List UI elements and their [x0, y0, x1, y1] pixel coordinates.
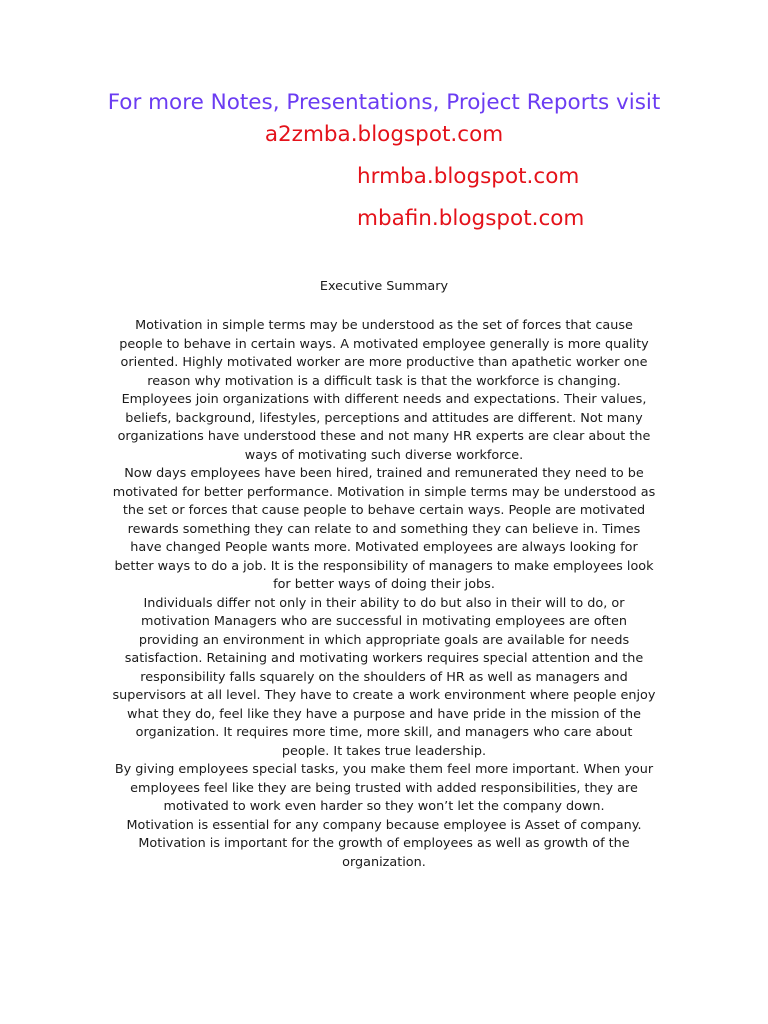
text-line: responsibility falls squarely on the shoulders of HR as well as managers and	[140, 669, 628, 685]
text-line: oriented. Highly motivated worker are more productive than apathetic worker one	[120, 355, 648, 370]
text-line: motivation Managers who are successful in motivating employees are often	[141, 614, 627, 629]
text-line: the set or forces that cause people to behave certain ways. People are motivated	[122, 503, 646, 518]
text-line: By giving employees special tasks, you make them feel more important. When your	[114, 762, 654, 777]
text-line: Now days employees have been hired, trained and remunerated they need to be	[124, 466, 644, 481]
text-line: for better ways of doing their jobs.	[273, 577, 495, 592]
link-a2zmba[interactable]: a2zmba.blogspot.com	[264, 122, 504, 147]
text-line: reason why motivation is a difficult task is that the workforce is changing.	[147, 373, 621, 389]
text-line: ways of motivating such diverse workforce.	[244, 447, 524, 463]
document-body	[70, 317, 698, 872]
text-line: Individuals differ not only in their ability to do but also in their will to do, or	[143, 595, 625, 611]
text-line: Employees join organizations with different needs and expectations. Their values,	[121, 392, 647, 407]
text-line: motivated for better performance. Motivation in simple terms may be understood as	[112, 484, 656, 500]
text-line: providing an environment in which appropriate goals are available for needs	[138, 632, 630, 648]
text-line: better ways to do a job. It is the responsibility of managers to make employees look	[114, 558, 654, 574]
text-line: organizations have understood these and not many HR experts are clear about the	[117, 429, 651, 444]
text-line: Motivation is important for the growth of employees as well as growth of the	[138, 836, 630, 851]
document-title: Executive Summary	[319, 279, 449, 294]
text-line: rewards something they can relate to and something they can believe in. Times	[127, 521, 641, 537]
text-line: supervisors at all level. They have to create a work environment where people enjoy	[112, 688, 656, 703]
link-mbafin[interactable]: mbafin.blogspot.com	[357, 206, 585, 231]
text-line: satisfaction. Retaining and motivating workers requires special attention and the	[124, 651, 644, 666]
text-line: Motivation is essential for any company because employee is Asset of company.	[126, 817, 642, 833]
text-line: organization. It requires more time, more skill, and managers who care about	[135, 725, 633, 740]
text-line: Motivation in simple terms may be understood as the set of forces that cause	[135, 318, 633, 333]
text-line: employees feel like they are being trusted with added responsibilities, they are	[130, 780, 638, 796]
text-line: what they do, feel like they have a purpose and have pride in the mission of the	[127, 706, 641, 722]
link-hrmba[interactable]: hrmba.blogspot.com	[357, 164, 580, 189]
promo-text: For more Notes, Presentations, Project Reports visit	[107, 90, 661, 115]
text-line: beliefs, background, lifestyles, perceptions and attitudes are different. Not many	[125, 410, 643, 426]
text-line: motivated to work even harder so they won’t let the company down.	[163, 799, 605, 814]
text-line: people. It takes true leadership.	[281, 743, 487, 759]
text-line: people to behave in certain ways. A motivated employee generally is more quality	[119, 336, 649, 352]
text-line: have changed People wants more. Motivated employees are always looking for	[130, 540, 638, 555]
text-line: organization.	[342, 854, 426, 870]
